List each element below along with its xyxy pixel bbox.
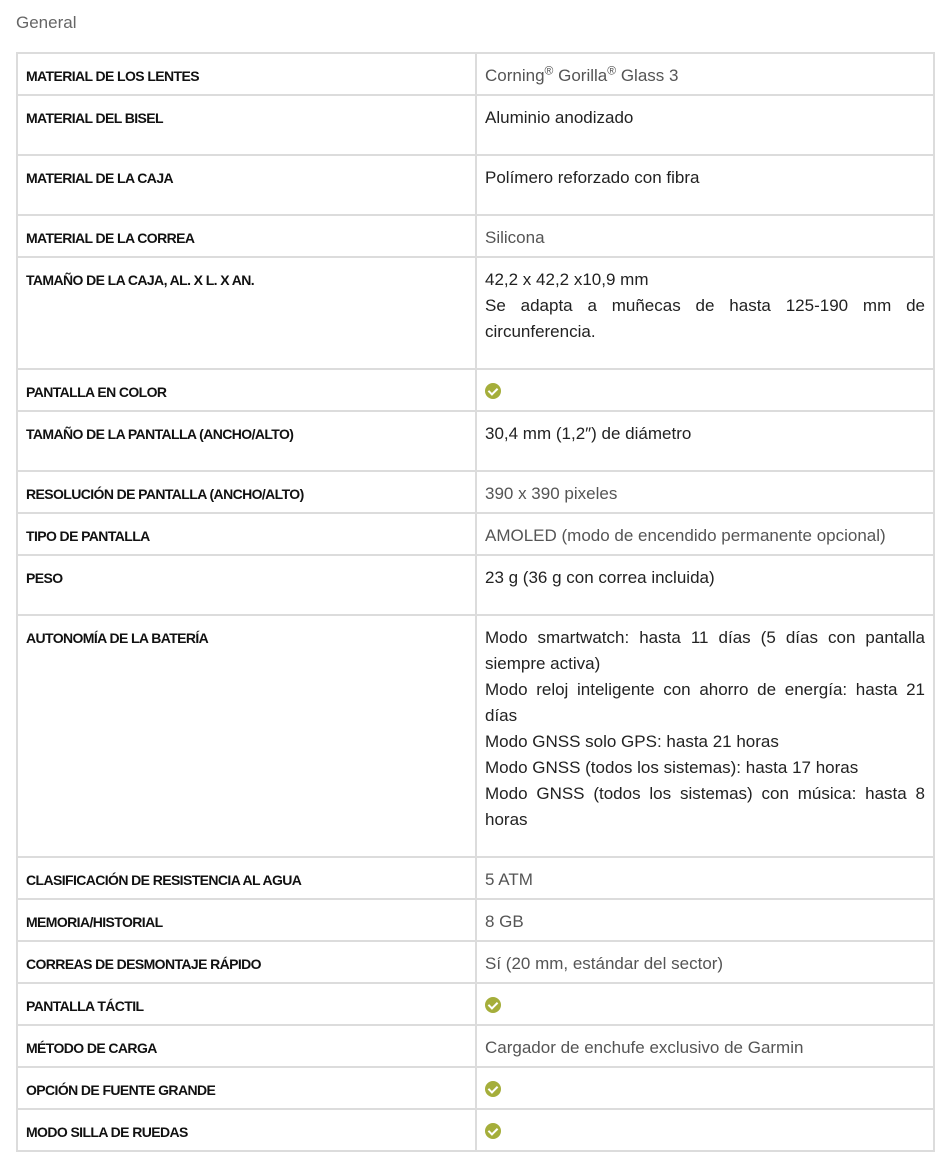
spec-value bbox=[476, 857, 934, 899]
registered-mark: ® bbox=[607, 63, 617, 78]
spec-row bbox=[17, 95, 934, 155]
spec-label: PANTALLA EN COLOR bbox=[17, 369, 476, 411]
spec-row bbox=[17, 53, 934, 95]
spec-row bbox=[17, 1025, 934, 1067]
spec-label: PANTALLA TÁCTIL bbox=[17, 983, 476, 1025]
spec-label: MATERIAL DE LA CORREA bbox=[17, 215, 476, 257]
check-circle-icon bbox=[485, 1081, 501, 1097]
spec-row bbox=[17, 1109, 934, 1151]
value-line: Modo GNSS (todos los sistemas): hasta 17 horas bbox=[485, 758, 859, 777]
registered-mark: ® bbox=[544, 63, 554, 78]
value-line: Modo GNSS solo GPS: hasta 21 horas bbox=[485, 732, 779, 751]
spec-label: RESOLUCIÓN DE PANTALLA (ANCHO/ALTO) bbox=[17, 471, 476, 513]
value-line: AMOLED (modo de encendido permanente opcional) bbox=[485, 526, 886, 545]
spec-row bbox=[17, 369, 934, 411]
specs-table bbox=[16, 52, 935, 1152]
spec-value bbox=[476, 1067, 934, 1109]
value-line: Cargador de enchufe exclusivo de Garmin bbox=[485, 1038, 804, 1057]
spec-value bbox=[476, 513, 934, 555]
spec-label: OPCIÓN DE FUENTE GRANDE bbox=[17, 1067, 476, 1109]
spec-row bbox=[17, 899, 934, 941]
spec-row bbox=[17, 555, 934, 615]
spec-row bbox=[17, 941, 934, 983]
value-line: Silicona bbox=[485, 228, 545, 247]
spec-row bbox=[17, 857, 934, 899]
spec-label: TAMAÑO DE LA CAJA, AL. X L. X AN. bbox=[17, 257, 476, 369]
spec-value bbox=[476, 471, 934, 513]
spec-label: MATERIAL DE LOS LENTES bbox=[17, 53, 476, 95]
spec-row bbox=[17, 513, 934, 555]
value-line: Polímero reforzado con fibra bbox=[485, 168, 700, 187]
value-line: 390 x 390 pixeles bbox=[485, 484, 618, 503]
check-circle-icon bbox=[485, 997, 501, 1013]
spec-row bbox=[17, 983, 934, 1025]
spec-label: TIPO DE PANTALLA bbox=[17, 513, 476, 555]
spec-label: MATERIAL DE LA CAJA bbox=[17, 155, 476, 215]
spec-value bbox=[476, 555, 934, 615]
spec-label: MÉTODO DE CARGA bbox=[17, 1025, 476, 1067]
spec-row bbox=[17, 615, 934, 857]
value-line: Sí (20 mm, estándar del sector) bbox=[485, 954, 724, 973]
spec-value bbox=[476, 1025, 934, 1067]
check-circle-icon bbox=[485, 383, 501, 399]
spec-row bbox=[17, 471, 934, 513]
spec-row bbox=[17, 215, 934, 257]
spec-value bbox=[476, 615, 934, 857]
spec-row bbox=[17, 257, 934, 369]
value-line: 42,2 x 42,2 x10,9 mm bbox=[485, 270, 649, 289]
check-circle-icon bbox=[485, 1123, 501, 1139]
value-line: Modo smartwatch: hasta 11 días (5 días con pantalla siempre activa) bbox=[485, 628, 925, 673]
spec-label: CLASIFICACIÓN DE RESISTENCIA AL AGUA bbox=[17, 857, 476, 899]
value-line: 30,4 mm (1,2″) de diámetro bbox=[485, 424, 692, 443]
value-line: Aluminio anodizado bbox=[485, 108, 634, 127]
spec-label: CORREAS DE DESMONTAJE RÁPIDO bbox=[17, 941, 476, 983]
spec-value bbox=[476, 53, 934, 95]
spec-label: MATERIAL DEL BISEL bbox=[17, 95, 476, 155]
spec-label: TAMAÑO DE LA PANTALLA (ANCHO/ALTO) bbox=[17, 411, 476, 471]
value-line: Modo reloj inteligente con ahorro de energía: hasta 21 días bbox=[485, 680, 925, 725]
value-line: 5 ATM bbox=[485, 870, 533, 889]
spec-value bbox=[476, 155, 934, 215]
spec-value bbox=[476, 369, 934, 411]
spec-value bbox=[476, 257, 934, 369]
value-part: Glass 3 bbox=[616, 66, 679, 85]
spec-label: MEMORIA/HISTORIAL bbox=[17, 899, 476, 941]
spec-row bbox=[17, 411, 934, 471]
spec-value bbox=[476, 899, 934, 941]
value-line: Modo GNSS (todos los sistemas) con música: hasta 8 horas bbox=[485, 784, 925, 829]
section-title: General bbox=[16, 13, 77, 32]
spec-label: MODO SILLA DE RUEDAS bbox=[17, 1109, 476, 1151]
value-part: Gorilla bbox=[553, 66, 608, 85]
spec-row bbox=[17, 155, 934, 215]
spec-row bbox=[17, 1067, 934, 1109]
spec-label: PESO bbox=[17, 555, 476, 615]
value-line: 8 GB bbox=[485, 912, 524, 931]
spec-value bbox=[476, 411, 934, 471]
spec-value bbox=[476, 1109, 934, 1151]
value-line: Se adapta a muñecas de hasta 125-190 mm de circunferencia. bbox=[485, 296, 925, 341]
spec-value bbox=[476, 215, 934, 257]
spec-value bbox=[476, 95, 934, 155]
value-line: 23 g (36 g con correa incluida) bbox=[485, 568, 715, 587]
spec-value bbox=[476, 941, 934, 983]
spec-label: AUTONOMÍA DE LA BATERÍA bbox=[17, 615, 476, 857]
spec-value bbox=[476, 983, 934, 1025]
value-part: Corning bbox=[485, 66, 545, 85]
